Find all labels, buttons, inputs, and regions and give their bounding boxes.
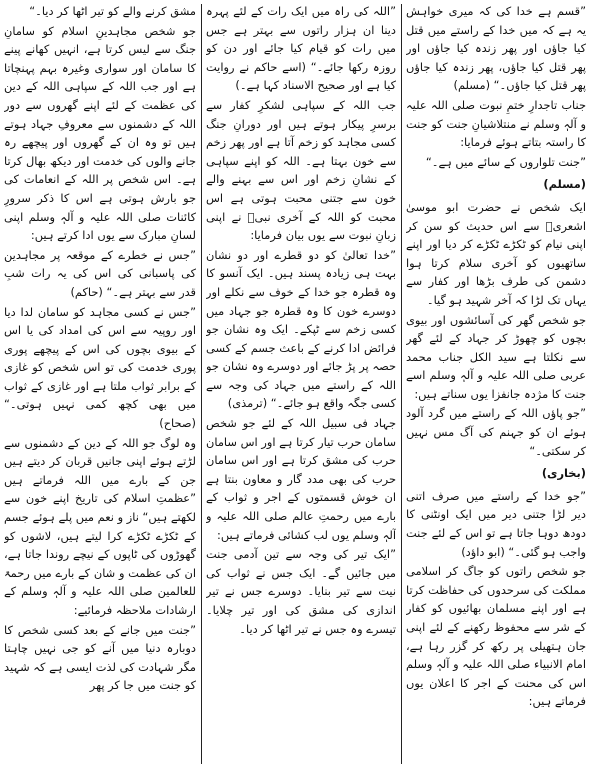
- paragraph: ”جنت تلواروں کے سائے میں ہے۔“: [425, 154, 586, 169]
- reference-muslim: (مسلم): [543, 177, 586, 192]
- column-middle: [206, 2, 396, 766]
- column-divider: [201, 4, 202, 764]
- paragraph: جو شخص راتوں کو جاگ کر اسلامی مملکت کی سرحدوں کی حفاظت کرتا ہے اور اپنے مسلمان بھائیوں کو کفار کے شر سے محفوظ رکھنے کے لئے اپنی جان ہتھیلی پر رکھ کر گزر رہا ہے، امام الانبیاء صلی اللہ علیہ و آلہٖ وسلم اس کی محنت کے اجر کا اعلان یوں فرماتے ہیں:: [406, 564, 586, 709]
- paragraph: جب اللہ کے سپاہی لشکرِ کفار سے برسرِ پیکار ہوتے ہیں اور دورانِ جنگ کسی مجاہد کو زخم آتا ہے اور پھر زخم سے خون بہتا ہے۔ اللہ کو اپنے سپاہی کے نشانِ زخم اور اس سے بہنے والے خون سے جتنی محبت ہوتی ہے اس محبت کو اللہ کے آخری نبیؐ نے اپنی زبانِ نبوت سے یوں بیان فرمایا:: [206, 97, 396, 243]
- paragraph: ایک شخص نے حضرت ابو موسیٰ اشعریؓ سے اس حدیث کو سن کر اپنی نیام کو ٹکڑے ٹکڑے کر دیا اور اپنے ساتھیوں کو آخری سلام کرتا ہوا دشمن کی طرف بڑھا اور کفار سے یہاں تک لڑا کہ آخر شہید ہو گیا۔: [406, 199, 586, 307]
- paragraph: جناب تاجدارِ ختمِ نبوت صلی اللہ علیہ و آلہٖ وسلم نے منتلاشیانِ جنت کو جنت کا راستہ بتاتے ہوئے فرمایا:: [406, 97, 586, 150]
- paragraph: ”قسم ہے خدا کی کہ میری خواہش یہ ہے کہ میں خدا کے راستے میں قتل کیا جاؤں اور پھر زندہ کیا جاؤں اور پھر قتل کیا جاؤں، پھر زندہ کیا جاؤں پھر قتل کیا جاؤں۔“ (مسلم): [406, 4, 586, 93]
- paragraph: ”جنت میں جانے کے بعد کسی شخص کا دوبارہ دنیا میں آنے کو جی نہیں چاہتا مگر شہادت کی لذت ایسی ہے کہ شہید کو جنت میں جا کر پھر: [4, 622, 196, 693]
- text-columns: [4, 2, 586, 766]
- paragraph: ”اللہ کی راہ میں ایک رات کے لئے پہرہ دینا ان ہزار راتوں سے بہتر ہے جس میں رات کو قیام کیا جائے اور دن کو روزہ رکھا جائے۔“ (اسے حاکم نے روایت کیا ہے اور صحیح الاسناد کہا ہے۔): [206, 4, 396, 93]
- column-divider: [401, 4, 402, 764]
- column-right: [406, 2, 586, 766]
- paragraph: ”خدا تعالیٰ کو دو قطرے اور دو نشان بہت ہی زیادہ پسند ہیں۔ ایک آنسو کا وہ قطرہ جو خدا کے خوف سے نکلے اور دوسرے خون کا وہ قطرہ جو جہاد میں کسی زخم سے ٹپکے۔ ایک وہ نشان جو فرائض ادا کرنے کے باعث جسم کے کسی حصہ پر پڑ جائے اور دوسرے وہ نشان جو اللہ کے راستے میں جہاد کی وجہ سے کسی جگہ واقع ہو جائے۔“ (ترمذی): [206, 247, 396, 411]
- paragraph: جو شخص گھر کی آسائشوں اور بیوی بچوں کو چھوڑ کر جہاد کے لئے گھر سے نکلتا ہے سید الکل جناب محمد عربی صلی اللہ علیہ و آلہٖ وسلم اسے جنت کا مژدہ جانفزا یوں سناتے ہیں:: [406, 312, 586, 401]
- column-left: [4, 2, 196, 766]
- paragraph: ”جس نے کسی مجاہد کو سامان لدا دیا اور روپیہ سے اس کی امداد کی یا اس کے بیوی بچوں کی اس کے پیچھے پوری پوری خدمت کی تو اس شخص کو غازی کے برابر ثواب ملتا ہے اور غازی کے ثواب میں بھی کچھ کمی نہیں ہوتی۔“ (صحاح): [4, 304, 196, 431]
- reference-bukhari: (بخاری): [541, 466, 586, 481]
- paragraph: ”ایک تیر کی وجہ سے تین آدمی جنت میں جائیں گے۔ ایک جس نے ثواب کی نیت سے تیر بنایا۔ دوسرے جس نے تیر اندازی کی مشق کی اور تیر چلایا۔ تیسرے وہ جس نے تیر اٹھا کر دیا۔: [206, 547, 396, 636]
- paragraph: ”جو پاؤں اللہ کے راستے میں گرد آلود ہوئے ان کو جہنم کی آگ مس نہیں کر سکتی۔“: [406, 406, 586, 458]
- paragraph: ”جو خدا کے راستے میں صرف اتنی دیر لڑا جتنی دیر میں ایک اونٹنی کا دودھ دوہا جاتا ہے تو اس کے لئے جنت واجب ہو گئی۔“ (ابو داؤد): [406, 488, 586, 559]
- paragraph: جو شخص مجاہدینِ اسلام کو سامانِ جنگ سے لیس کرتا ہے، انہیں کھانے پینے کا سامان اور سواری وغیرہ بہم پہنچاتا ہے اور جب اللہ کے سپاہی اللہ کے دین کی عظمت کے لئے اپنے گھروں سے دور اللہ کے دشمنوں سے معروفِ جہاد ہوتے ہیں تو وہ ان کے گھروں اور پیچھے رہ جانے والوں کی خدمت اور دیکھ بھال کرتا ہے۔ اس شخص پر اللہ کے انعامات کی جو بارش ہوتی ہے اس کا ذکر سرورِ کائنات صلی اللہ علیہ و آلہٖ وسلم اپنی لسانِ مبارک سے یوں ادا کرتے ہیں:: [4, 23, 196, 243]
- paragraph: مشق کرنے والے کو تیر اٹھا کر دیا۔“: [29, 4, 196, 18]
- paragraph: ”جس نے خطرے کے موقعہ پر مجاہدین کی پاسبانی کی اس کی یہ رات شبِ قدر سے بہتر ہے۔“ (حاکم): [4, 247, 196, 299]
- paragraph: وہ لوگ جو اللہ کے دین کے دشمنوں سے لڑتے ہوئے اپنی جانیں قربان کر دیتے ہیں جن کے بارے میں اللہ فرماتے ہیں ”عظمتِ اسلام کی تاریخ اپنے خون سے لکھتے ہیں“ ناز و نعم میں پلے ہوئے جسم کے ٹکڑے ٹکڑے کرا لیتے ہیں، لاشوں کو گھوڑوں کی ٹاپوں کے نیچے روندا جاتا ہے، ان کی عظمت و شان کے بارے میں رحمۃ للعالمین صلی اللہ علیہ و آلہٖ وسلم کے ارشادات ملاحظہ فرمائیے:: [4, 435, 196, 617]
- paragraph: جہاد فی سبیل اللہ کے لئے جو شخص سامان حرب تیار کرتا ہے اور اس سامان حرب کی مشق کرتا ہے اور اس سامان حرب کی بھی مدد گار و معاون بنتا ہے ان خوش قسمتوں کے اجر و ثواب کے بارے میں رحمتِ عالم صلی اللہ علیہ و آلہٖ وسلم یوں لب کشائی فرماتے ہیں:: [206, 416, 396, 542]
